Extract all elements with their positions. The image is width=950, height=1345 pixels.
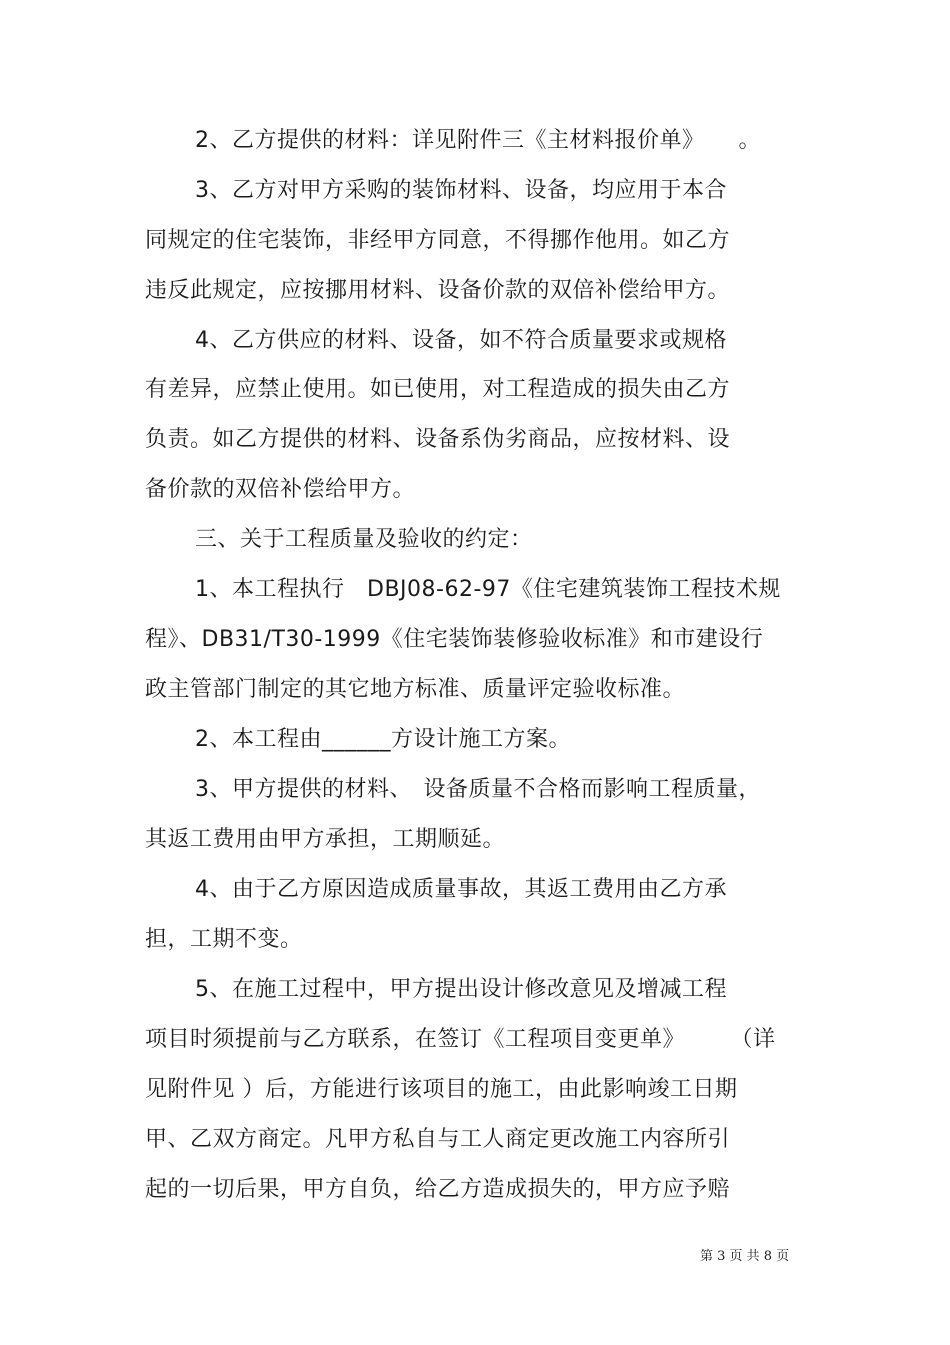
paragraph-line: 负责。如乙方提供的材料、设备系伪劣商品，应按材料、设	[145, 427, 731, 452]
paragraph-line: 3、乙方对甲方采购的装饰材料、设备，均应用于本合	[195, 178, 727, 203]
paragraph-line: 违反此规定，应按挪用材料、设备价款的双倍补偿给甲方。	[145, 278, 731, 303]
paragraph-line: 担，工期不变。	[145, 927, 303, 952]
paragraph-line: 项目时须提前与乙方联系，在签订《工程项目变更单》 （详	[145, 1027, 776, 1052]
paragraph-line: 1、本工程执行 DBJ08-62-97《住宅建筑装饰工程技术规	[195, 577, 781, 602]
paragraph-line: 程》、DB31/T30-1999《住宅装饰装修验收标准》和市建设行	[145, 627, 764, 652]
page-number-footer: 第 3 页 共 8 页	[700, 1249, 790, 1264]
paragraph-line: 4、乙方供应的材料、设备，如不符合质量要求或规格	[195, 328, 727, 353]
paragraph-line: 甲、乙双方商定。凡甲方私自与工人商定更改施工内容所引	[145, 1127, 731, 1152]
paragraph-line: 起的一切后果，甲方自负，给乙方造成损失的，甲方应予赔	[145, 1177, 731, 1202]
paragraph-line: 备价款的双倍补偿给甲方。	[145, 477, 416, 502]
paragraph-line: 同规定的住宅装饰，非经甲方同意，不得挪作他用。如乙方	[145, 228, 731, 253]
paragraph-line: 3、甲方提供的材料、 设备质量不合格而影响工程质量，	[195, 777, 761, 802]
paragraph-line: 见附件见 ）后，方能进行该项目的施工，由此影响竣工日期	[145, 1077, 738, 1102]
paragraph-line: 2、本工程由______方设计施工方案。	[195, 727, 571, 752]
paragraph-line: 5、在施工过程中，甲方提出设计修改意见及增减工程	[195, 977, 727, 1002]
paragraph-line: 4、由于乙方原因造成质量事故，其返工费用由乙方承	[195, 877, 727, 902]
paragraph-line: 其返工费用由甲方承担，工期顺延。	[145, 827, 506, 852]
paragraph-line: 有差异，应禁止使用。如已使用，对工程造成的损失由乙方	[145, 377, 731, 402]
section-heading: 三、关于工程质量及验收的约定：	[195, 527, 533, 552]
paragraph-line: 2、乙方提供的材料：详见附件三《主材料报价单》 。	[195, 128, 761, 153]
paragraph-line: 政主管部门制定的其它地方标准、质量评定验收标准。	[145, 677, 686, 702]
